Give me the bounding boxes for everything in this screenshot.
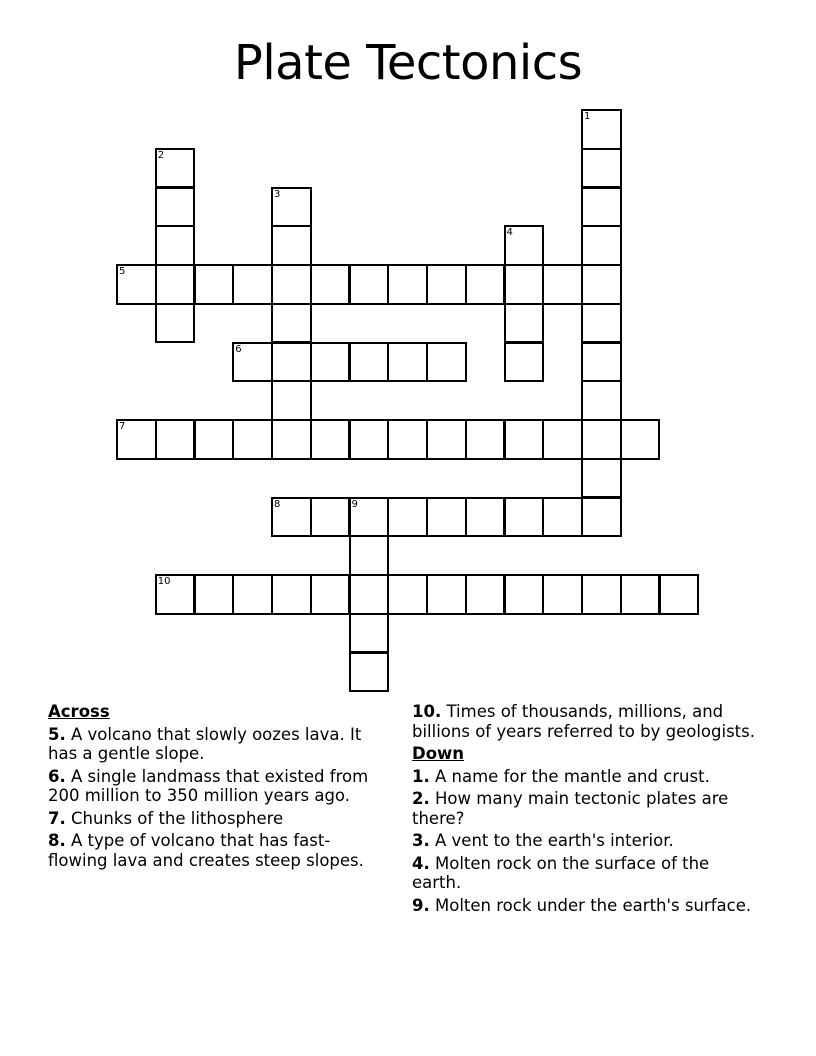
grid-cell[interactable] [620,574,661,615]
grid-cell[interactable] [155,303,196,344]
grid-cell[interactable] [387,264,428,305]
grid-cell[interactable] [349,497,390,538]
grid-cell[interactable] [504,264,545,305]
clue-across-5 [48,725,388,764]
grid-cell[interactable] [271,380,312,421]
clue-text: A volcano that slowly oozes lava. It has a gentle slope. [48,724,362,763]
grid-cell[interactable] [349,574,390,615]
grid-cell[interactable] [581,264,622,305]
clue-text: A type of volcano that has fast-flowing lava and creates steep slopes. [48,831,364,870]
grid-cell[interactable] [271,419,312,460]
grid-cell[interactable] [310,342,351,383]
grid-cell[interactable] [387,419,428,460]
grid-cell[interactable] [426,419,467,460]
grid-cell[interactable] [542,419,583,460]
clues-right-column [412,702,762,918]
grid-cell[interactable] [349,419,390,460]
grid-cell[interactable] [310,264,351,305]
grid-cell[interactable] [465,264,506,305]
clue-across-8 [48,831,388,870]
clue-down-9 [412,896,762,916]
grid-cell[interactable] [581,458,622,499]
grid-cell[interactable] [581,303,622,344]
grid-cell[interactable] [155,419,196,460]
cell-number: 2 [157,149,165,161]
across-heading: Across [48,702,110,721]
grid-cell[interactable] [465,497,506,538]
clue-text: Chunks of the lithosphere [71,808,284,828]
grid-cell[interactable] [504,303,545,344]
clue-text: A single landmass that existed from 200 million to 350 million years ago. [48,766,369,805]
cell-number: 4 [506,227,513,239]
grid-cell[interactable] [504,225,545,266]
cell-number: 3 [274,188,281,200]
cell-number: 10 [157,576,171,587]
clues-left-column [48,702,388,873]
grid-cell[interactable] [232,574,273,615]
grid-cell[interactable] [504,497,545,538]
clue-text: A vent to the earth's interior. [435,831,674,850]
grid-cell[interactable] [271,225,312,266]
grid-cell[interactable] [271,497,312,538]
down-heading: Down [412,744,465,763]
clue-text: Molten rock under the earth's surface. [435,895,752,915]
grid-cell[interactable] [271,264,312,305]
grid-cell[interactable] [387,574,428,615]
grid-cell[interactable] [581,148,622,189]
grid-cell[interactable] [310,419,351,460]
grid-cell[interactable] [155,574,196,615]
grid-cell[interactable] [504,574,545,615]
clue-across-6 [48,767,388,806]
clue-number: 5. [48,724,66,744]
grid-cell[interactable] [271,574,312,615]
grid-cell[interactable] [504,342,545,383]
cell-number: 5 [119,266,126,277]
grid-cell[interactable] [232,264,273,305]
grid-cell[interactable] [659,574,700,615]
grid-cell[interactable] [504,419,545,460]
grid-cell[interactable] [426,264,467,305]
grid-cell[interactable] [349,342,390,383]
grid-cell[interactable] [542,264,583,305]
page-title: Plate Tectonics [233,35,583,91]
grid-cell[interactable] [349,264,390,305]
grid-cell[interactable] [387,342,428,383]
clue-number: 3. [412,831,430,850]
grid-cell[interactable] [271,342,312,383]
grid-cell[interactable] [387,497,428,538]
grid-cell[interactable] [310,497,351,538]
grid-cell[interactable] [426,342,467,383]
grid-cell[interactable] [465,574,506,615]
grid-cell[interactable] [542,497,583,538]
grid-cell[interactable] [194,264,235,305]
grid-cell[interactable] [581,109,622,150]
grid-cell[interactable] [155,148,196,189]
clue-down-4 [412,854,762,893]
clue-across-7 [48,809,388,829]
grid-cell[interactable] [310,574,351,615]
grid-cell[interactable] [232,419,273,460]
grid-cell[interactable] [581,574,622,615]
clue-text: Molten rock on the surface of the earth. [412,853,710,892]
cell-number: 6 [235,343,242,355]
grid-cell[interactable] [271,187,312,228]
clue-down-2 [412,789,762,828]
cell-number: 1 [584,111,591,122]
grid-cell[interactable] [194,574,235,615]
cell-number: 9 [351,498,358,510]
grid-cell[interactable] [349,535,390,576]
grid-cell[interactable] [581,497,622,538]
grid-cell[interactable] [116,419,157,460]
grid-cell[interactable] [620,419,661,460]
grid-cell[interactable] [581,342,622,383]
clue-down-3 [412,831,762,851]
clue-number: 2. [412,789,430,808]
clue-number: 7. [48,808,66,828]
clue-number: 9. [412,895,430,915]
grid-cell[interactable] [426,497,467,538]
clue-number: 4. [412,853,430,873]
grid-cell[interactable] [116,264,157,305]
clue-number: 1. [412,766,430,786]
grid-cell[interactable] [155,225,196,266]
cell-number: 8 [274,498,281,510]
clue-number: 10. [412,702,442,721]
grid-cell[interactable] [232,342,273,383]
grid-cell[interactable] [155,264,196,305]
clue-across-10 [412,702,762,741]
clue-down-1 [412,767,762,787]
clue-text: A name for the mantle and crust. [435,766,710,786]
grid-cell[interactable] [581,187,622,228]
grid-cell[interactable] [349,613,390,654]
grid-cell[interactable] [349,652,390,693]
clue-text: How many main tectonic plates are there? [412,789,729,828]
grid-cell[interactable] [271,303,312,344]
cell-number: 7 [119,421,126,432]
grid-cell[interactable] [194,419,235,460]
clue-number: 6. [48,766,66,786]
grid-cell[interactable] [581,225,622,266]
grid-cell[interactable] [542,574,583,615]
clue-number: 8. [48,831,66,850]
grid-cell[interactable] [426,574,467,615]
grid-cell[interactable] [155,187,196,228]
grid-cell[interactable] [465,419,506,460]
clue-text: Times of thousands, millions, and billions of years referred to by geologists. [412,702,755,741]
grid-cell[interactable] [581,380,622,421]
grid-cell[interactable] [581,419,622,460]
